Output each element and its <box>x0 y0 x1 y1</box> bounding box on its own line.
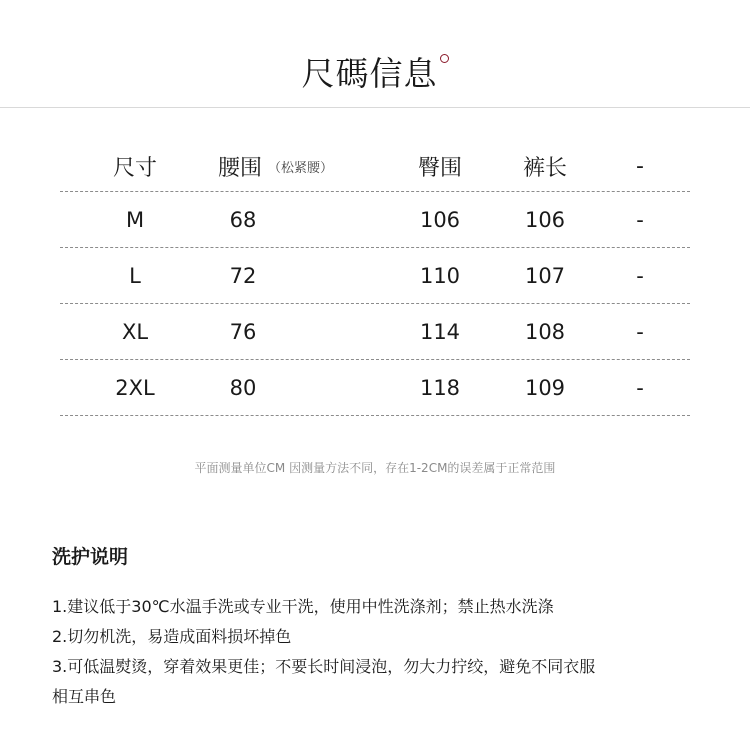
header-waist-note: （松紧腰） <box>268 160 334 176</box>
cell-extra: - <box>636 208 644 232</box>
cell-length: 107 <box>524 264 566 288</box>
header-waist-label: 腰围 <box>218 155 263 181</box>
cell-waist: 72 <box>229 264 257 288</box>
table-row <box>60 360 690 416</box>
cell-hip: 118 <box>419 376 461 400</box>
table-header-row <box>60 140 690 192</box>
cell-size: M <box>125 208 145 232</box>
circle-icon <box>440 54 449 63</box>
care-list <box>52 592 702 712</box>
cell-length: 108 <box>524 320 566 344</box>
table-row <box>60 192 690 248</box>
cell-waist: 68 <box>229 208 257 232</box>
header-extra: - <box>636 153 644 179</box>
cell-size: XL <box>121 320 149 344</box>
table-row <box>60 304 690 360</box>
cell-length: 109 <box>524 376 566 400</box>
cell-waist: 80 <box>229 376 257 400</box>
cell-length: 106 <box>524 208 566 232</box>
care-title: 洗护说明 <box>52 546 129 568</box>
cell-waist: 76 <box>229 320 257 344</box>
table-row <box>60 248 690 304</box>
list-item: 相互串色 <box>52 687 117 706</box>
header-length: 裤长 <box>522 155 567 181</box>
cell-extra: - <box>636 264 644 288</box>
list-item: 2.切勿机洗，易造成面料损坏掉色 <box>52 627 292 646</box>
list-item: 3.可低温熨烫，穿着效果更佳；不要长时间浸泡，勿大力拧绞，避免不同衣服 <box>52 657 596 676</box>
cell-hip: 106 <box>419 208 461 232</box>
size-table <box>60 140 690 416</box>
measure-note: 平面测量单位CM 因测量方法不同，存在1-2CM的误差属于正常范围 <box>194 461 556 475</box>
page-title: 尺碼信息 <box>0 48 750 95</box>
cell-size: 2XL <box>115 376 155 400</box>
cell-extra: - <box>636 376 644 400</box>
header-hip: 臀围 <box>417 155 462 181</box>
cell-extra: - <box>636 320 644 344</box>
header-size: 尺寸 <box>112 155 157 181</box>
cell-hip: 110 <box>419 264 461 288</box>
list-item: 1.建议低于30℃水温手洗或专业干洗，使用中性洗涤剂；禁止热水洗涤 <box>52 597 554 616</box>
cell-hip: 114 <box>419 320 461 344</box>
header-waist <box>218 140 358 192</box>
title-divider <box>0 107 750 108</box>
row-divider <box>60 415 690 416</box>
cell-size: L <box>129 264 141 288</box>
